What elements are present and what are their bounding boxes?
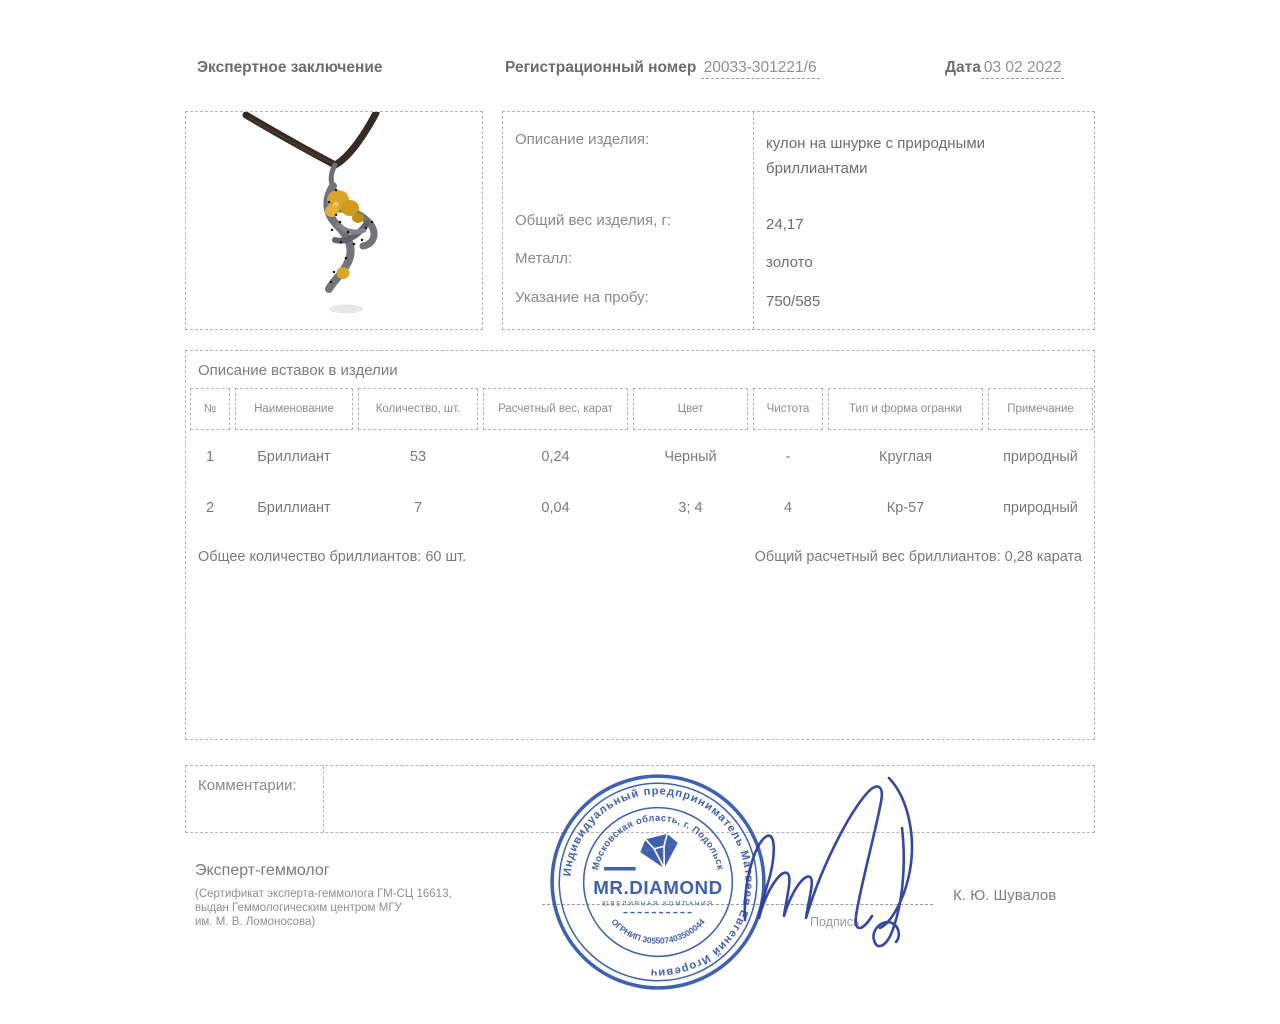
registration-label: Регистрационный номер (505, 59, 697, 76)
expert-name: К. Ю. Шувалов (953, 887, 1057, 904)
col-note: Примечание (988, 388, 1093, 430)
expert-certificate-line: им. М. В. Ломоносова) (195, 916, 316, 928)
col-weight: Расчетный вес, карат (483, 388, 628, 430)
cell-note: природный (1003, 449, 1078, 465)
field-label-description: Описание изделия: (515, 131, 650, 148)
date-value: 03 02 2022 (981, 59, 1065, 79)
col-quantity: Количество, шт. (358, 388, 478, 430)
table-summary-row (186, 549, 1094, 565)
table-row (190, 446, 1094, 468)
expert-certificate-line: (Сертификат эксперта-геммолога ГМ-СЦ 16613, (195, 888, 452, 900)
cell-cut: Круглая (879, 449, 932, 465)
expert-role: Эксперт-геммолог (195, 862, 330, 879)
col-name: Наименование (235, 388, 353, 430)
field-value-metal: золото (766, 254, 813, 271)
field-value-description: кулон на шнурке с природными бриллиантами (766, 135, 986, 177)
cell-clarity: - (785, 449, 791, 465)
cell-color: Черный (664, 449, 717, 465)
inserts-section-title: Описание вставок в изделии (198, 362, 398, 379)
cell-quantity: 53 (409, 449, 427, 465)
stamp-brand-subtitle: ЮВЕЛИРНАЯ КОМПАНИЯ (602, 900, 714, 908)
cell-weight: 0,24 (541, 449, 570, 465)
cell-cut: Кр-57 (886, 500, 925, 516)
col-number: № (190, 388, 230, 430)
registration-value: 20033-301221/6 (701, 59, 820, 79)
stamp-outer-text: Индивидуальный предприниматель Матвеев Евгений Игоревич (561, 785, 755, 979)
comments-label: Комментарии: (198, 777, 297, 794)
registration-number (505, 59, 820, 77)
page-title (197, 59, 383, 77)
field-value-weight: 24,17 (766, 216, 804, 233)
cell-number: 2 (205, 500, 215, 516)
page-title-text: Экспертное заключение (197, 59, 383, 76)
diamond-icon (638, 832, 683, 873)
col-cut: Тип и форма огранки (828, 388, 983, 430)
signature-strokes (733, 770, 973, 955)
panel-divider (753, 112, 754, 329)
cell-note: природный (1003, 500, 1078, 516)
product-photo-box (185, 111, 483, 330)
total-count: Общее количество бриллиантов: 60 шт. (198, 549, 467, 565)
expert-block (195, 862, 452, 929)
cell-weight: 0,04 (541, 500, 570, 516)
inserts-table-box (185, 350, 1095, 740)
col-color: Цвет (633, 388, 748, 430)
col-clarity: Чистота (753, 388, 823, 430)
cell-number: 1 (205, 449, 215, 465)
pendant-on-cord-photo (186, 112, 482, 329)
product-description-panel (502, 111, 1095, 330)
stamp-inner-bottom-text: ОГРНИП 305507403500044 (609, 916, 707, 946)
cell-name: Бриллиант (257, 500, 331, 516)
date-field (945, 59, 1064, 77)
stamp-brand: MR.DIAMOND (593, 877, 723, 899)
total-weight: Общий расчетный вес бриллиантов: 0,28 карата (754, 549, 1082, 565)
field-label-hallmark: Указание на пробу: (515, 289, 649, 306)
signature-caption: Подпись (810, 915, 860, 929)
stamp-inner-top-text: Московская область, г. Подольск (590, 812, 726, 872)
field-value-hallmark: 750/585 (766, 293, 821, 310)
field-label-weight: Общий вес изделия, г: (515, 212, 672, 229)
field-label-metal: Металл: (515, 250, 573, 267)
table-header-row (190, 388, 1094, 430)
expert-certificate-line: выдан Геммологическим центром МГУ (195, 902, 402, 914)
handwritten-signature (733, 770, 973, 960)
cell-quantity: 7 (413, 500, 423, 516)
cell-clarity: 4 (783, 500, 793, 516)
table-row (190, 497, 1094, 519)
comments-divider (323, 766, 324, 832)
cell-name: Бриллиант (257, 449, 331, 465)
cell-color: 3; 4 (678, 500, 703, 516)
date-label: Дата (945, 59, 981, 76)
